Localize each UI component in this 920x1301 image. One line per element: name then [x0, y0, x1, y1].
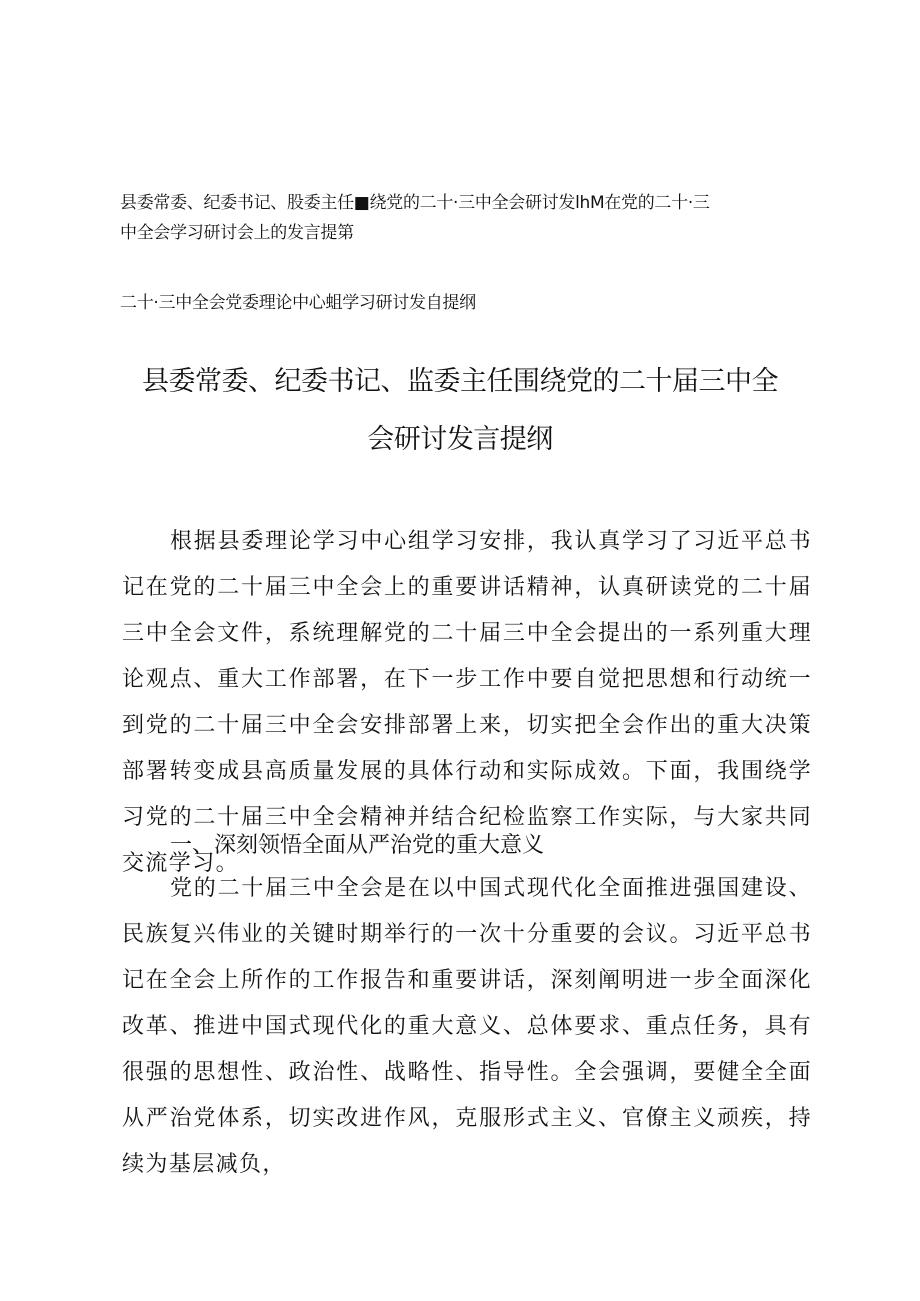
intro-paragraph: 根据县委理论学习中心组学习安排，我认真学习了习近平总书记在党的二十届三中全会上的重要讲话精神，认真研读党的二十届三中全会文件，系统理解党的二十届三中全会提出的一系列重大理论观点、重大工作部署，在下一步工作中要自觉把思想和行动统一到党的二十届三中全会安排部署上来，切实把全会作出的重大决策部署转变成县高质量发展的具体行动和实际成效。下面，我围绕学习党的二十届三中全会精神并结合纪检监察工作实际，与大家共同交流学习。 — [122, 529, 812, 876]
header-garbled-title-line-2: 中全会学习研讨会上的发言提第 — [120, 223, 354, 243]
section-1-paragraph: 党的二十届三中全会是在以中国式现代化全面推进强国建设、民族复兴伟业的关键时期举行的一次十分重要的会议。习近平总书记在全会上所作的工作报告和重要讲话，深刻阐明进一步全面深化改革、推进中国式现代化的重大意义、总体要求、重点任务，具有很强的思想性、政治性、战略性、指导性。全会强调，要健全全面从严治党体系，切实改进作风，克服形式主义、官僚主义顽疾，持续为基层减负， — [122, 876, 812, 1177]
section-heading-1: 一、深刻领悟全面从严治党的重大意义 — [170, 833, 545, 858]
document-title-line-1: 县委常委、纪委书记、监委主任围绕党的二十届三中全 — [142, 366, 778, 397]
document-title-line-2: 会研讨发言提纲 — [367, 424, 553, 455]
header-garbled-subtitle: 二十·三中全会党委理论中心蛆学习研讨发自提纲 — [120, 293, 476, 313]
header-garbled-title-line-1: 县委常委、纪委书记、股委主任■绕党的二十·三中全会研讨发lhM在党的二十·三 — [120, 193, 710, 213]
